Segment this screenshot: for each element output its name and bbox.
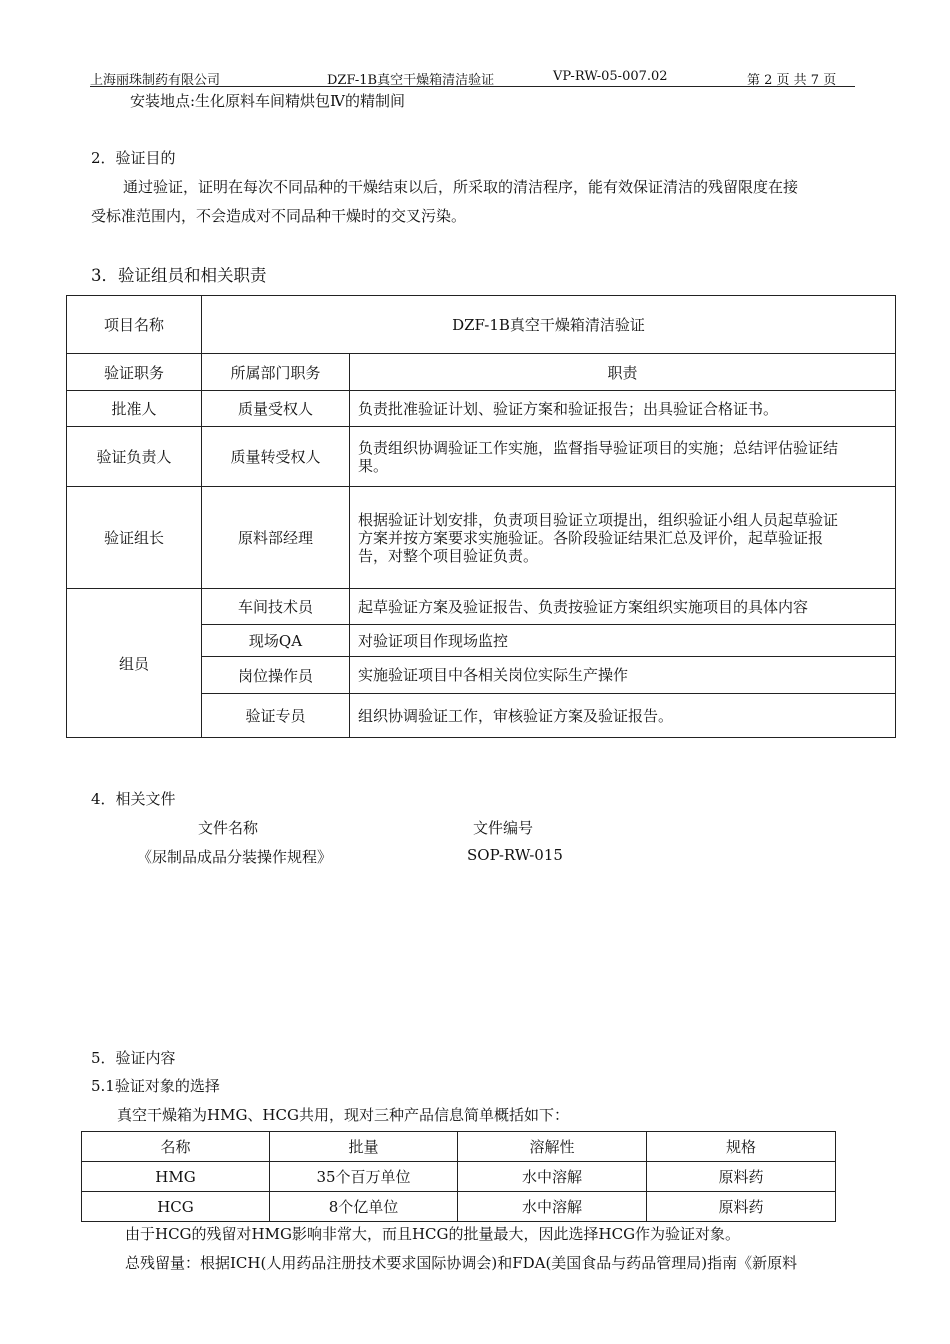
dept-cell: 验证专员 bbox=[202, 694, 350, 738]
role-cell: 验证负责人 bbox=[67, 427, 202, 487]
table-row bbox=[82, 1162, 836, 1192]
duty-cell: 对验证项目作现场监控 bbox=[350, 625, 896, 657]
duty-line: 负责组织协调验证工作实施，监督指导验证项目的实施；总结评估验证结 bbox=[358, 438, 839, 457]
col-header-dept: 所属部门职务 bbox=[202, 354, 350, 391]
duty-cell: 起草验证方案及验证报告、负责按验证方案组织实施项目的具体内容 bbox=[350, 589, 896, 625]
duty-cell: 负责批准验证计划、验证方案和验证报告；出具验证合格证书。 bbox=[350, 391, 896, 427]
file-name: 《尿制品成品分装操作规程》 bbox=[137, 848, 333, 866]
section-5-heading: 5．验证内容 bbox=[91, 1049, 176, 1067]
project-name-label: 项目名称 bbox=[67, 296, 202, 354]
product-name: HCG bbox=[82, 1192, 270, 1222]
col-header-name: 名称 bbox=[82, 1132, 270, 1162]
duty-line: 方案并按方案要求实施验证。各阶段验证结果汇总及评价，起草验证报 bbox=[358, 528, 824, 547]
col-header-duty: 职责 bbox=[350, 354, 896, 391]
file-code: SOP-RW-015 bbox=[467, 846, 563, 864]
duty-cell: 组织协调验证工作，审核验证方案及验证报告。 bbox=[350, 694, 896, 738]
product-spec: 原料药 bbox=[647, 1162, 836, 1192]
product-solubility: 水中溶解 bbox=[458, 1192, 647, 1222]
file-name-header: 文件名称 bbox=[198, 819, 259, 837]
section-5-intro: 真空干燥箱为HMG、HCG共用，现对三种产品信息简单概括如下： bbox=[117, 1106, 569, 1124]
dept-cell: 车间技术员 bbox=[202, 589, 350, 625]
file-code-header: 文件编号 bbox=[473, 819, 534, 837]
product-batch: 35个百万单位 bbox=[270, 1162, 458, 1192]
dept-cell: 质量受权人 bbox=[202, 391, 350, 427]
table-row bbox=[67, 589, 896, 625]
duty-cell: 实施验证项目中各相关岗位实际生产操作 bbox=[350, 657, 896, 694]
duty-line: 果。 bbox=[358, 456, 389, 475]
dept-cell: 原料部经理 bbox=[202, 487, 350, 589]
table-row bbox=[82, 1192, 836, 1222]
col-header-solubility: 溶解性 bbox=[458, 1132, 647, 1162]
dept-cell: 质量转受权人 bbox=[202, 427, 350, 487]
section-5-1-heading: 5.1验证对象的选择 bbox=[91, 1077, 220, 1095]
col-header-batch: 批量 bbox=[270, 1132, 458, 1162]
col-header-role: 验证职务 bbox=[67, 354, 202, 391]
header-page-info: 第 2 页 共 7 页 bbox=[747, 73, 837, 88]
section-5-para-1: 由于HCG的残留对HMG影响非常大，而且HCG的批量最大，因此选择HCG作为验证对象。 bbox=[125, 1225, 741, 1243]
header-company: 上海丽珠制药有限公司 bbox=[90, 73, 221, 88]
responsibility-table bbox=[66, 295, 896, 738]
product-spec: 原料药 bbox=[647, 1192, 836, 1222]
header-doc-title: DZF-1B真空干燥箱清洁验证 bbox=[327, 73, 495, 88]
member-label: 组员 bbox=[67, 589, 202, 738]
duty-line: 根据验证计划安排，负责项目验证立项提出，组织验证小组人员起草验证 bbox=[358, 510, 839, 529]
duty-line: 告，对整个项目验证负责。 bbox=[358, 546, 539, 565]
table-row bbox=[67, 427, 896, 487]
dept-cell: 现场QA bbox=[202, 625, 350, 657]
section-5-para-2: 总残留量：根据ICH(人用药品注册技术要求国际协调会)和FDA(美国食品与药品管理局)指南《新原料 bbox=[125, 1254, 798, 1272]
duty-cell bbox=[350, 487, 896, 589]
product-solubility: 水中溶解 bbox=[458, 1162, 647, 1192]
section-2-heading: 2．验证目的 bbox=[91, 149, 176, 167]
table-row bbox=[67, 391, 896, 427]
section-2-line-2: 受标准范围内，不会造成对不同品种干燥时的交叉污染。 bbox=[91, 207, 467, 225]
header-rule bbox=[90, 86, 855, 87]
role-cell: 批准人 bbox=[67, 391, 202, 427]
role-cell: 验证组长 bbox=[67, 487, 202, 589]
project-name-value: DZF-1B真空干燥箱清洁验证 bbox=[202, 296, 896, 354]
section-2-line-1: 通过验证，证明在每次不同品种的干燥结束以后，所采取的清洁程序，能有效保证清洁的残留限度在接 bbox=[123, 178, 799, 196]
table-row bbox=[67, 487, 896, 589]
dept-cell: 岗位操作员 bbox=[202, 657, 350, 694]
install-location: 安装地点:生化原料车间精烘包Ⅳ的精制间 bbox=[130, 92, 406, 110]
section-3-heading: 3．验证组员和相关职责 bbox=[91, 266, 267, 285]
product-batch: 8个亿单位 bbox=[270, 1192, 458, 1222]
product-name: HMG bbox=[82, 1162, 270, 1192]
section-4-heading: 4．相关文件 bbox=[91, 790, 176, 808]
header-doc-code: VP-RW-05-007.02 bbox=[553, 69, 668, 84]
duty-cell bbox=[350, 427, 896, 487]
col-header-spec: 规格 bbox=[647, 1132, 836, 1162]
product-table bbox=[81, 1131, 836, 1222]
